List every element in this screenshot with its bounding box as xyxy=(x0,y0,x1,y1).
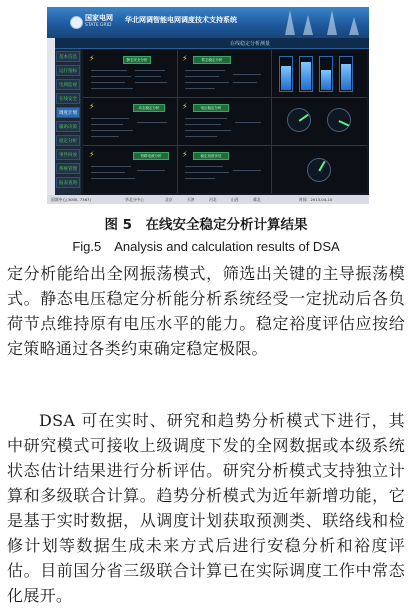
level-bar xyxy=(301,62,311,90)
panel-label: 电压稳定分析 xyxy=(193,104,229,112)
text-line xyxy=(91,124,123,125)
text-line xyxy=(185,130,231,131)
status-item: 河北 xyxy=(209,197,217,202)
text-line xyxy=(185,82,229,83)
text-line xyxy=(91,166,131,167)
text-line xyxy=(91,136,119,137)
text-line xyxy=(185,88,215,89)
text-line xyxy=(185,166,223,167)
lightning-icon: ⚡ xyxy=(89,102,95,111)
panel-divider xyxy=(83,97,367,98)
status-item: 山西 xyxy=(231,197,239,202)
text-line xyxy=(135,76,161,77)
text-line xyxy=(235,122,261,123)
nav-item[interactable]: 系统管理 xyxy=(56,163,80,174)
text-line xyxy=(91,70,127,71)
transmission-tower-icon xyxy=(327,10,337,35)
lightning-icon: ⚡ xyxy=(89,54,95,63)
figure-left-strip xyxy=(47,38,55,195)
figure-org-name: 国家电网 xyxy=(85,14,113,22)
text-line xyxy=(91,172,125,173)
lightning-icon: ⚡ xyxy=(182,150,188,159)
lightning-icon: ⚡ xyxy=(182,102,188,111)
figure-org-name-en: STATE GRID xyxy=(85,23,112,28)
nav-item[interactable]: 稳定分析 xyxy=(56,135,80,146)
transmission-tower-icon xyxy=(303,15,313,35)
level-bar xyxy=(341,64,351,90)
text-line xyxy=(185,172,229,173)
status-item: 天津 xyxy=(187,197,195,202)
text-line xyxy=(91,82,125,83)
text-line xyxy=(185,124,221,125)
nav-item[interactable]: 辅助决策 xyxy=(56,121,80,132)
panel-label: 短路电流分析 xyxy=(133,152,169,160)
nav-item[interactable]: 运行指标 xyxy=(56,65,80,76)
figure-dashboard xyxy=(83,50,367,193)
figure-nav-menu xyxy=(55,49,81,195)
text-line xyxy=(135,82,167,83)
text-line xyxy=(91,76,131,77)
text-line xyxy=(91,88,133,89)
figure-caption-en: Fig.5 Analysis and calculation results of DSA xyxy=(72,239,340,254)
nav-item[interactable]: 报表查询 xyxy=(56,177,80,188)
figure-caption-zh: 图 5 在线安全稳定分析计算结果 xyxy=(104,217,308,233)
figure-system-title: 华北网调智能电网调度技术支持系统 xyxy=(125,16,237,24)
text-line xyxy=(91,178,135,179)
text-line xyxy=(185,76,219,77)
text-line xyxy=(137,122,167,123)
status-item: 冀北 xyxy=(253,197,261,202)
nav-item[interactable]: 调度计划 xyxy=(56,107,80,118)
panel-label: 暂态稳定分析 xyxy=(193,56,231,64)
lightning-icon: ⚡ xyxy=(182,54,188,63)
nav-item[interactable]: 在线安全 xyxy=(56,93,80,104)
text-line xyxy=(185,136,217,137)
panel-divider xyxy=(177,50,178,193)
panel-divider xyxy=(83,145,367,146)
level-bar xyxy=(321,70,331,90)
text-line xyxy=(185,70,225,71)
text-line xyxy=(135,70,165,71)
text-line xyxy=(91,118,129,119)
transmission-tower-icon xyxy=(349,17,359,35)
body-paragraph-1: 定分析能给出全网振荡模式，筛选出关键的主导振荡模式。静态电压稳定分析能分析系统经受一定扰动后各负荷节点维持原有电压水平的能力。稳定裕度评估应按给定策略通过各类约束确定稳定极限。 xyxy=(7,264,405,358)
status-item: 北京 xyxy=(165,197,173,202)
text-line xyxy=(233,74,261,75)
panel-divider xyxy=(271,50,272,193)
figure-screenshot xyxy=(47,7,369,204)
lightning-icon: ⚡ xyxy=(89,150,95,159)
level-bar xyxy=(281,66,291,90)
text-line xyxy=(91,130,133,131)
state-grid-logo-icon xyxy=(70,16,83,29)
text-line xyxy=(185,118,227,119)
nav-item[interactable]: 事件回放 xyxy=(56,149,80,160)
status-item: 华北分中心 xyxy=(125,197,144,202)
panel-label: 静态安全分析 xyxy=(123,56,151,64)
text-line xyxy=(233,170,261,171)
nav-item[interactable]: 电网监视 xyxy=(56,79,80,90)
status-item: 国调中心(3000, 7367) xyxy=(51,197,91,202)
status-item: 时间：2013-04-10 xyxy=(299,197,333,202)
figure-subtitle-bar xyxy=(55,38,369,49)
text-line xyxy=(137,170,165,171)
panel-label: 动态稳定分析 xyxy=(133,104,165,112)
transmission-tower-icon xyxy=(285,10,295,35)
body-paragraph-2: DSA 可在实时、研究和趋势分析模式下进行，其中研究模式可接收上级调度下发的全网数据或本级系统状态估计结果进行分析评估。研究分析模式支持独立计算和多级联合计算。趋势分析模式为近年新增功能，它是基于实时数据，从调度计划获取预测类、联络线和检修计划等数据生成未来方式后进行安稳分析和裕度评估。目前国分省三级联合计算已在实际调度工作中常态化展开。 xyxy=(7,411,405,605)
text-line xyxy=(185,178,215,179)
text-line xyxy=(233,82,257,83)
nav-item[interactable]: 基本信息 xyxy=(56,51,80,62)
figure-subtitle: 在线稳定分析测量 xyxy=(230,41,271,47)
panel-label: 稳定裕度评估 xyxy=(193,152,229,160)
